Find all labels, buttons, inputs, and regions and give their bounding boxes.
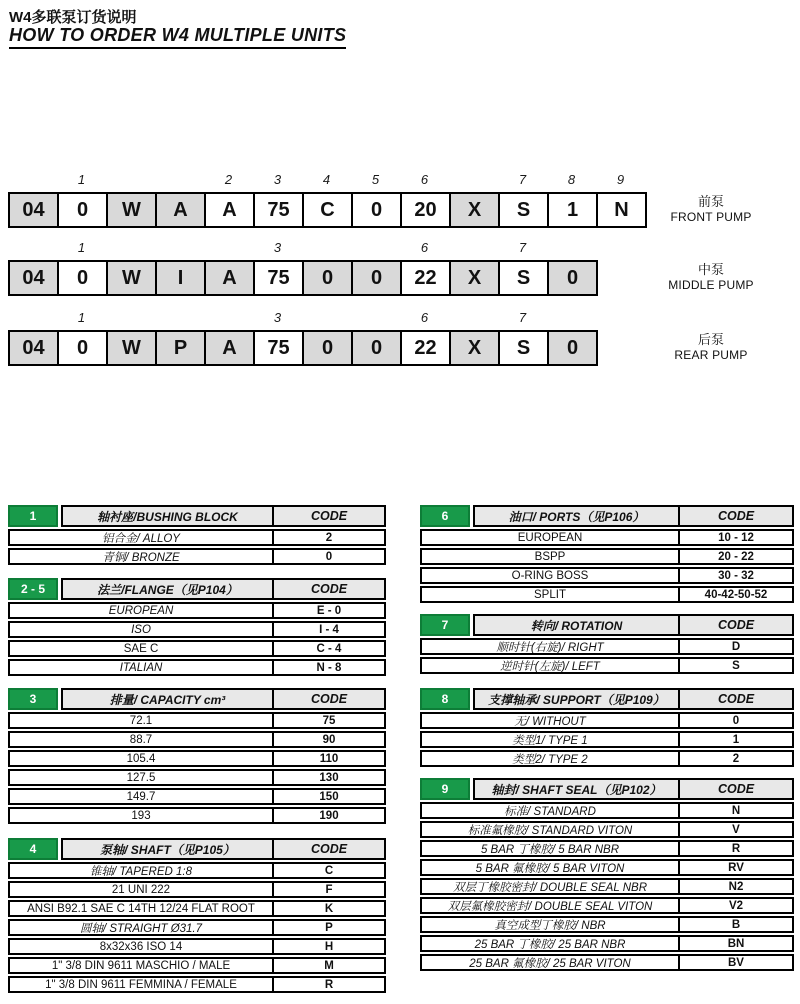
table-title: 轴衬座/BUSHING BLOCK [61, 505, 274, 527]
code-column-header: CODE [678, 614, 794, 636]
option-label: 72.1 [129, 714, 153, 727]
position-number: 9 [616, 172, 625, 187]
table-header [420, 688, 794, 710]
position-number: 6 [420, 310, 429, 325]
table-row [420, 821, 794, 838]
table-title: 排量/ CAPACITY cm³ [61, 688, 274, 710]
table-row [420, 586, 794, 603]
code-cell: 22 [400, 260, 451, 296]
position-number: 7 [518, 172, 527, 187]
code-cell: 0 [302, 260, 353, 296]
code-cell: 1 [547, 192, 598, 228]
position-number: 3 [273, 172, 282, 187]
option-code: 190 [272, 809, 384, 822]
table-header [420, 778, 794, 800]
table-row [420, 897, 794, 914]
option-code: 40-42-50-52 [678, 588, 792, 601]
option-code: M [272, 959, 384, 972]
pump-label-en: FRONT PUMP [670, 209, 752, 224]
table-title: 轴封/ SHAFT SEAL（见P102） [473, 778, 680, 800]
option-label: O-RING BOSS [511, 569, 589, 582]
table-row [8, 621, 386, 638]
table-title: 转向/ ROTATION [473, 614, 680, 636]
page-title-en: HOW TO ORDER W4 MULTIPLE UNITS [9, 25, 346, 49]
code-cell: 0 [57, 192, 108, 228]
table-index-badge: 2 - 5 [8, 578, 58, 600]
table-row [420, 750, 794, 767]
option-code: D [678, 640, 792, 653]
code-cell: 0 [57, 260, 108, 296]
position-number [547, 308, 596, 330]
position-number: 8 [567, 172, 576, 187]
option-label: 21 UNI 222 [111, 883, 171, 896]
table-header [8, 838, 386, 860]
position-number: 3 [273, 310, 282, 325]
pump-label-cn: 后泵 [697, 331, 724, 347]
table-row [8, 881, 386, 898]
option-code: C - 4 [272, 642, 384, 655]
code-cell: A [204, 260, 255, 296]
table-row [420, 548, 794, 565]
code-cell: I [155, 260, 206, 296]
table-index-badge: 4 [8, 838, 58, 860]
option-label: 149.7 [126, 790, 156, 803]
option-code: S [678, 659, 792, 672]
position-number: 6 [420, 172, 429, 187]
pump-code-row-middle-pump [8, 238, 800, 296]
code-cell: 20 [400, 192, 451, 228]
code-cell: N [596, 192, 647, 228]
code-column-header: CODE [678, 688, 794, 710]
option-label: 25 BAR 氟橡胶/ 25 BAR VITON [469, 957, 631, 969]
code-cell: 22 [400, 330, 451, 366]
option-label: 顺时针(右旋)/ RIGHT [496, 641, 604, 653]
position-number [351, 238, 400, 260]
code-cell: 04 [8, 330, 59, 366]
position-number [204, 308, 253, 330]
option-code: 75 [272, 714, 384, 727]
position-number [302, 308, 351, 330]
option-label: BSPP [534, 550, 566, 563]
option-label: 锥轴/ TAPERED 1:8 [89, 865, 193, 877]
option-code: N2 [678, 880, 792, 893]
table-row [420, 859, 794, 876]
option-label: EUROPEAN [108, 604, 174, 617]
option-label: ITALIAN [119, 661, 163, 674]
option-label: SAE C [123, 642, 159, 655]
position-number [547, 238, 596, 260]
option-code: BN [678, 937, 792, 950]
option-label: ANSI B92.1 SAE C 14TH 12/24 FLAT ROOT [27, 902, 255, 915]
option-label: 127.5 [126, 771, 156, 784]
option-label: 193 [131, 809, 151, 822]
table-row [420, 529, 794, 546]
position-number [351, 308, 400, 330]
table-row [8, 731, 386, 748]
position-number: 7 [518, 310, 527, 325]
code-column-header: CODE [272, 505, 386, 527]
page-title-cn: W4多联泵订货说明 [9, 9, 137, 26]
position-number [302, 238, 351, 260]
table-index-badge: 6 [420, 505, 470, 527]
table-row [420, 657, 794, 674]
table-row [8, 957, 386, 974]
table-row [8, 900, 386, 917]
pump-label-en: REAR PUMP [674, 347, 748, 362]
table-row [8, 602, 386, 619]
option-code: R [272, 978, 384, 991]
code-cell: A [204, 192, 255, 228]
pump-code-row-front-pump [8, 170, 800, 228]
option-code: 2 [272, 531, 384, 544]
option-label: 双层氟橡胶密封/ DOUBLE SEAL VITON [447, 900, 653, 912]
table-row [8, 919, 386, 936]
option-code: RV [678, 861, 792, 874]
spec-table-support [420, 688, 794, 767]
option-code: I - 4 [272, 623, 384, 636]
option-label: 8x32x36 ISO 14 [99, 940, 183, 953]
option-code: B [678, 918, 792, 931]
spec-table-capacity [8, 688, 386, 824]
table-index-badge: 9 [420, 778, 470, 800]
table-header [8, 688, 386, 710]
position-number [106, 308, 155, 330]
option-code: 2 [678, 752, 792, 765]
spec-table-shaft [8, 838, 386, 993]
position-number: 1 [77, 172, 86, 187]
option-code: V [678, 823, 792, 836]
table-row [420, 840, 794, 857]
option-code: 0 [272, 550, 384, 563]
table-row [8, 659, 386, 676]
code-cell: 0 [57, 330, 108, 366]
pump-label-cn: 前泵 [697, 193, 724, 209]
table-title: 油口/ PORTS（见P106） [473, 505, 680, 527]
table-row [8, 529, 386, 546]
option-code: BV [678, 956, 792, 969]
code-cell: W [106, 260, 157, 296]
option-code: 1 [678, 733, 792, 746]
code-column-header: CODE [272, 838, 386, 860]
table-row [420, 935, 794, 952]
option-code: K [272, 902, 384, 915]
table-row [8, 862, 386, 879]
position-number [449, 170, 498, 192]
option-label: 1" 3/8 DIN 9611 FEMMINA / FEMALE [45, 978, 237, 991]
option-label: 无/ WITHOUT [514, 715, 586, 727]
code-cell: 75 [253, 330, 304, 366]
option-label: 88.7 [129, 733, 153, 746]
table-title: 支撑轴承/ SUPPORT（见P109） [473, 688, 680, 710]
table-row [420, 638, 794, 655]
code-cell: S [498, 192, 549, 228]
table-row [8, 712, 386, 729]
option-label: 5 BAR 丁橡胶/ 5 BAR NBR [480, 843, 620, 855]
table-row [420, 802, 794, 819]
table-row [8, 807, 386, 824]
code-cell: 0 [547, 330, 598, 366]
position-number-row [8, 238, 800, 260]
position-number: 5 [371, 172, 380, 187]
table-row [8, 640, 386, 657]
position-number [8, 238, 57, 260]
option-label: 铝合金/ ALLOY [102, 532, 180, 544]
option-code: P [272, 921, 384, 934]
pump-label-en: MIDDLE PUMP [668, 277, 754, 292]
code-cell: X [449, 192, 500, 228]
option-code: 90 [272, 733, 384, 746]
code-cell: S [498, 260, 549, 296]
code-cell: P [155, 330, 206, 366]
option-label: 标准氟橡胶/ STANDARD VITON [467, 824, 633, 836]
spec-table-flange [8, 578, 386, 676]
code-cell: S [498, 330, 549, 366]
code-column-header: CODE [678, 505, 794, 527]
code-cell: 0 [547, 260, 598, 296]
pump-label-rear-pump [656, 328, 766, 366]
code-cell: 04 [8, 192, 59, 228]
option-code: N - 8 [272, 661, 384, 674]
option-label: ISO [131, 623, 151, 636]
option-label: 圆轴/ STRAIGHT Ø31.7 [79, 922, 203, 934]
spec-table-rotation [420, 614, 794, 674]
table-title: 泵轴/ SHAFT（见P105） [61, 838, 274, 860]
option-label: 青铜/ BRONZE [102, 551, 180, 563]
option-label: 105.4 [126, 752, 156, 765]
table-index-badge: 7 [420, 614, 470, 636]
table-row [420, 567, 794, 584]
spec-table-bushing-block [8, 505, 386, 565]
code-cell: 04 [8, 260, 59, 296]
code-cell: W [106, 192, 157, 228]
spec-table-ports [420, 505, 794, 603]
option-label: 逆时针(左旋)/ LEFT [500, 660, 600, 672]
option-label: 双层丁橡胶密封/ DOUBLE SEAL NBR [452, 881, 648, 893]
position-number [8, 170, 57, 192]
table-row [8, 788, 386, 805]
option-code: 110 [272, 752, 384, 765]
option-code: 30 - 32 [678, 569, 792, 582]
option-label: 类型1/ TYPE 1 [512, 734, 588, 746]
table-row [420, 916, 794, 933]
table-row [8, 548, 386, 565]
position-number [449, 308, 498, 330]
table-header [420, 505, 794, 527]
code-cell: 0 [351, 192, 402, 228]
option-code: 0 [678, 714, 792, 727]
position-number [449, 238, 498, 260]
position-number [204, 238, 253, 260]
option-code: N [678, 804, 792, 817]
code-cell: 0 [302, 330, 353, 366]
table-row [8, 976, 386, 993]
option-label: EUROPEAN [517, 531, 583, 544]
pump-code-row-rear-pump [8, 308, 800, 366]
table-index-badge: 1 [8, 505, 58, 527]
option-code: C [272, 864, 384, 877]
position-number [155, 170, 204, 192]
option-label: 标准/ STANDARD [504, 805, 596, 817]
position-number-row [8, 308, 800, 330]
position-number: 2 [224, 172, 233, 187]
pump-label-cn: 中泵 [697, 261, 724, 277]
position-number [106, 238, 155, 260]
table-row [420, 731, 794, 748]
code-cell: A [204, 330, 255, 366]
option-code: F [272, 883, 384, 896]
position-number-row [8, 170, 800, 192]
table-header [8, 505, 386, 527]
table-title: 法兰/FLANGE（见P104） [61, 578, 274, 600]
code-cell: 75 [253, 192, 304, 228]
position-number: 1 [77, 240, 86, 255]
option-label: 1" 3/8 DIN 9611 MASCHIO / MALE [51, 959, 231, 972]
option-label: 5 BAR 氟橡胶/ 5 BAR VITON [475, 862, 625, 874]
position-number: 1 [77, 310, 86, 325]
table-header [8, 578, 386, 600]
table-row [420, 712, 794, 729]
option-code: 20 - 22 [678, 550, 792, 563]
code-cell: A [155, 192, 206, 228]
code-cell: 0 [351, 260, 402, 296]
pump-label-middle-pump [656, 258, 766, 296]
option-label: SPLIT [534, 588, 566, 601]
code-column-header: CODE [678, 778, 794, 800]
option-code: V2 [678, 899, 792, 912]
code-column-header: CODE [272, 688, 386, 710]
code-cell: X [449, 330, 500, 366]
code-column-header: CODE [272, 578, 386, 600]
position-number [8, 308, 57, 330]
code-cell: C [302, 192, 353, 228]
table-row [8, 750, 386, 767]
position-number: 7 [518, 240, 527, 255]
option-code: H [272, 940, 384, 953]
code-cell: W [106, 330, 157, 366]
option-label: 真空成型丁橡胶/ NBR [494, 919, 606, 931]
option-code: R [678, 842, 792, 855]
position-number: 6 [420, 240, 429, 255]
option-code: E - 0 [272, 604, 384, 617]
table-header [420, 614, 794, 636]
table-row [420, 878, 794, 895]
option-label: 类型2/ TYPE 2 [512, 753, 588, 765]
option-code: 10 - 12 [678, 531, 792, 544]
option-code: 130 [272, 771, 384, 784]
table-index-badge: 3 [8, 688, 58, 710]
table-row [420, 954, 794, 971]
table-row [8, 769, 386, 786]
code-cell: 0 [351, 330, 402, 366]
table-index-badge: 8 [420, 688, 470, 710]
position-number: 4 [322, 172, 331, 187]
spec-table-shaft-seal [420, 778, 794, 971]
pump-label-front-pump [656, 190, 766, 228]
option-label: 25 BAR 丁橡胶/ 25 BAR NBR [474, 938, 626, 950]
code-cell: 75 [253, 260, 304, 296]
position-number [106, 170, 155, 192]
position-number: 3 [273, 240, 282, 255]
position-number [155, 308, 204, 330]
option-code: 150 [272, 790, 384, 803]
table-row [8, 938, 386, 955]
code-cell: X [449, 260, 500, 296]
position-number [155, 238, 204, 260]
